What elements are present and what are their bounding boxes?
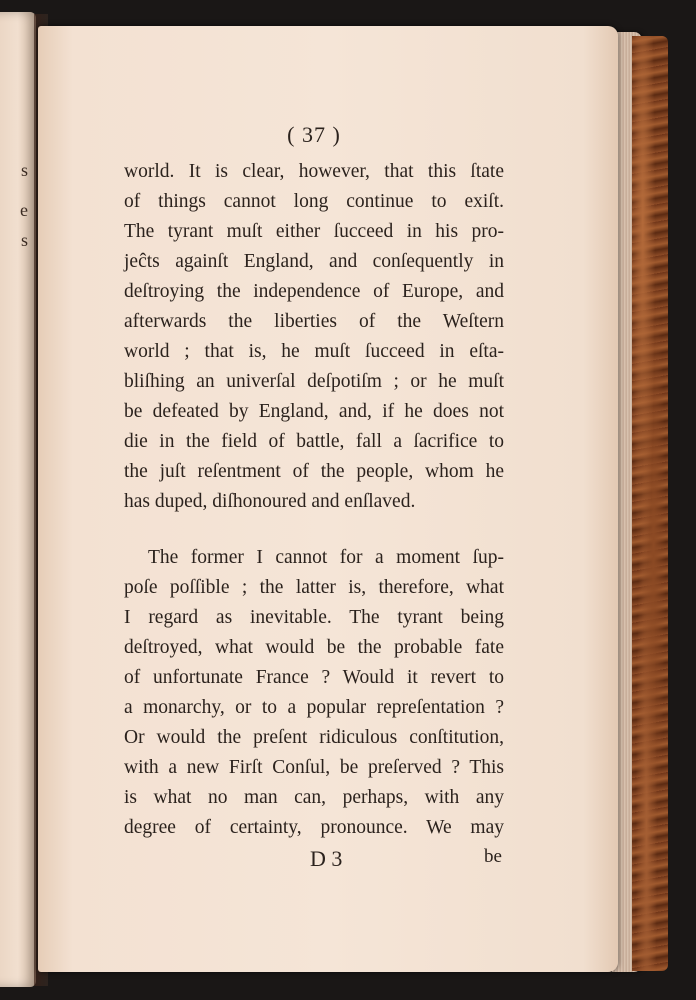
page-number: ( 37 ) (287, 122, 341, 147)
text-line: has duped, diſhonoured and enſlaved. (124, 491, 416, 512)
facing-page-fragment: s (20, 160, 28, 180)
facing-page-edge (0, 12, 36, 987)
text-line: jeĉts againſt England, and conſequently in (124, 251, 504, 272)
text-line: deſtroyed, what would be the probable fate (124, 637, 504, 658)
text-line: bliſhing an univerſal deſpotiſm ; or he muſt (124, 371, 504, 392)
text-line: degree of certainty, pronounce. We may (124, 817, 504, 838)
text-line: Or would the preſent ridiculous conſtitution, (124, 727, 504, 748)
text-line: die in the field of battle, fall a ſacrifice to (124, 431, 504, 452)
text-line: be defeated by England, and, if he does not (124, 401, 504, 422)
facing-page-fragment: s (20, 230, 28, 250)
text-line: the juſt reſentment of the people, whom he (124, 461, 504, 482)
text-line: The tyrant muſt either ſucceed in his pro- (124, 221, 504, 242)
text-line: world. It is clear, however, that this ſtate (124, 161, 504, 182)
text-line: of unfortunate France ? Would it revert to (124, 667, 504, 688)
text-line: afterwards the liberties of the Weſtern (124, 311, 504, 332)
text-line: is what no man can, perhaps, with any (124, 787, 504, 808)
facing-page-fragment: e (20, 200, 28, 220)
text-line: deſtroying the independence of Europe, and (124, 281, 504, 302)
text-line: poſe poſſible ; the latter is, therefore, what (124, 577, 504, 598)
text-line: world ; that is, he muſt ſucceed in eſta- (124, 341, 504, 362)
text-line: The former I cannot for a moment ſup- (148, 547, 504, 568)
text-line: I regard as inevitable. The tyrant being (124, 607, 504, 628)
text-line: with a new Firſt Conſul, be preſerved ? This (124, 757, 504, 778)
text-line: of things cannot long continue to exiſt. (124, 191, 504, 212)
marbled-cover (632, 36, 668, 971)
signature-mark: D 3 (310, 846, 343, 871)
catchword: be (484, 846, 502, 867)
text-line: a monarchy, or to a popular repreſentation ? (124, 697, 504, 718)
